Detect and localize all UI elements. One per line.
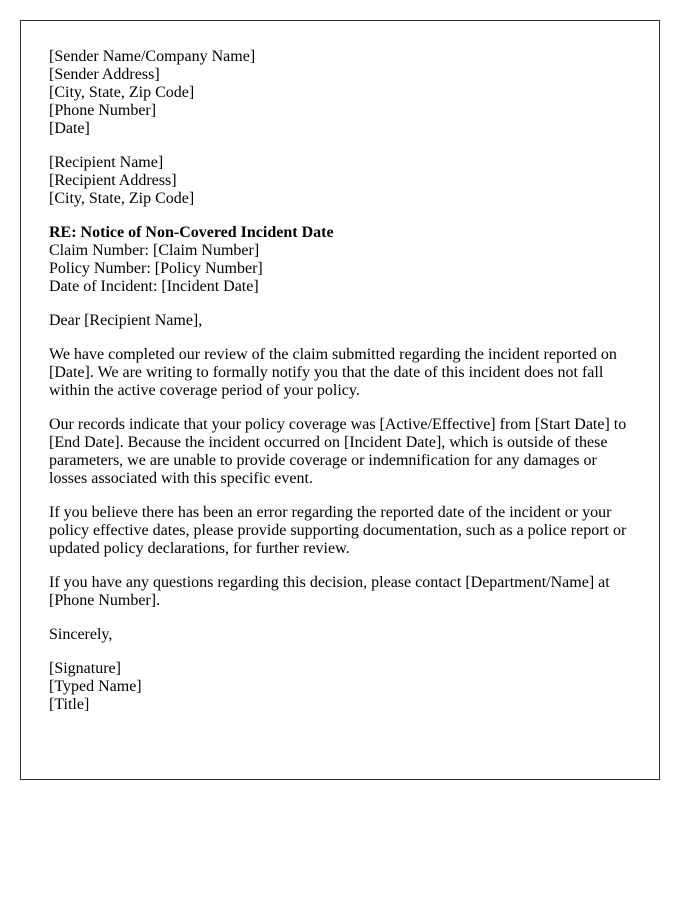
sender-phone: [Phone Number] <box>49 102 157 119</box>
sender-name: [Sender Name/Company Name] <box>49 48 256 65</box>
body-paragraph: If you have any questions regarding this decision, please contact [Department/Name] at [Phone Number]. <box>49 574 610 609</box>
typed-name: [Typed Name] <box>49 678 142 695</box>
signer-title: [Title] <box>49 696 90 713</box>
recipient-name: [Recipient Name] <box>49 154 164 171</box>
letter-date: [Date] <box>49 120 90 137</box>
recipient-address: [Recipient Address] <box>49 172 177 189</box>
signature-block <box>49 660 629 714</box>
sender-block <box>49 48 629 138</box>
subject-title: RE: Notice of Non-Covered Incident Date <box>49 224 334 241</box>
letter-page <box>20 20 660 780</box>
incident-date: Date of Incident: [Incident Date] <box>49 278 259 295</box>
closing: Sincerely, <box>49 626 113 643</box>
subject-block <box>49 224 629 296</box>
signature: [Signature] <box>49 660 121 677</box>
recipient-city: [City, State, Zip Code] <box>49 190 195 207</box>
sender-city: [City, State, Zip Code] <box>49 84 195 101</box>
recipient-block <box>49 154 629 208</box>
claim-number: Claim Number: [Claim Number] <box>49 242 260 259</box>
body-paragraph: We have completed our review of the claim submitted regarding the incident reported on [Date]. We are writing to formally notify you that the date of this incident does not fall within the active coverage period of your policy. <box>49 346 617 399</box>
sender-address: [Sender Address] <box>49 66 160 83</box>
salutation: Dear [Recipient Name], <box>49 312 203 329</box>
body-paragraph: If you believe there has been an error regarding the reported date of the incident or your policy effective dates, please provide supporting documentation, such as a police report or updated policy declarations, for further review. <box>49 504 627 557</box>
policy-number: Policy Number: [Policy Number] <box>49 260 263 277</box>
body-paragraph: Our records indicate that your policy coverage was [Active/Effective] from [Start Date] to [End Date]. Because the incident occurred on [Incident Date], which is outside of these parameters, we are unable to provide coverage or indemnification for any damages or losses associated with this specific event. <box>49 416 627 487</box>
